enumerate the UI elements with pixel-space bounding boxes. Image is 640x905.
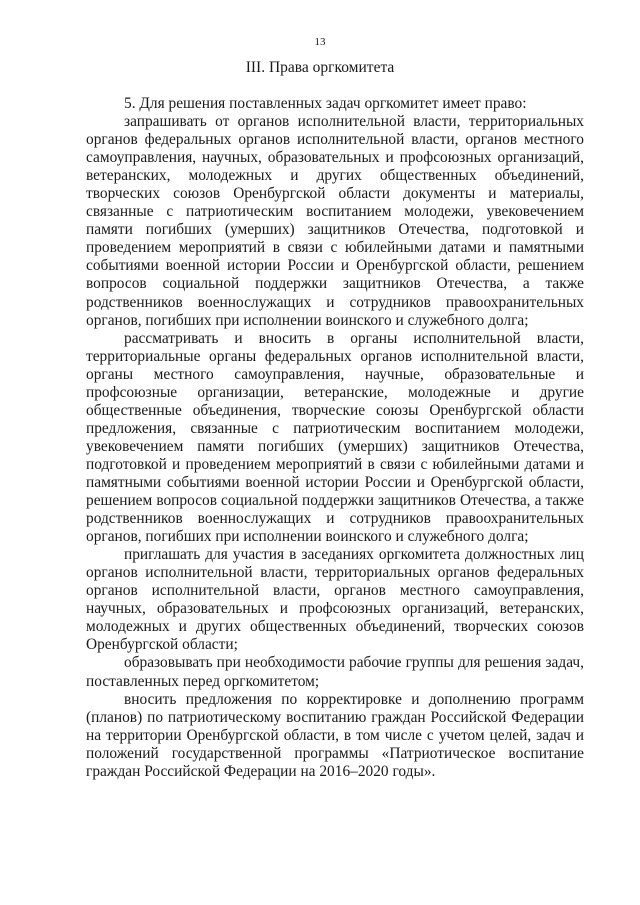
paragraph-program-amendments: вносить предложения по корректировке и дополнению программ (планов) по патриотическому воспитанию граждан Российской Федерации на территории Оренбургской области, в том числе с учетом целей, задач и положений государственной программы «Патриотическое воспитание граждан Российской Федерации на 2016–2020 годы». [86, 690, 584, 780]
paragraph-working-groups: образовывать при необходимости рабочие группы для решения задач, поставленных перед оргкомитетом; [86, 654, 584, 690]
paragraph-invite-officials: приглашать для участия в заседаниях оргкомитета должностных лиц органов исполнительной власти, территориальных органов федеральных органов исполнительной власти, органов местного самоуправления, научных, образовательных и профсоюзных организаций, ветеранских, молодежных и других общественных объединений, творческих союзов Оренбургской области; [86, 546, 584, 654]
document-body [86, 95, 584, 781]
paragraph-submit-proposals: рассматривать и вносить в органы исполнительной власти, территориальные органы федеральных органов исполнительной власти, органы местного самоуправления, научные, образовательные и профсоюзные организации, ветеранские, молодежные и другие общественные объединения, творческие союзы Оренбургской области предложения, связанные с патриотическим воспитанием молодежи, увековечением памяти погибших (умерших) защитников Отечества, подготовкой и проведением мероприятий в связи с юбилейными датами и памятными событиями военной истории России и Оренбургской области, решением вопросов социальной поддержки защитников Отечества, а также родственников военнослужащих и сотрудников правоохранительных органов, погибших при исполнении воинского и служебного долга; [86, 329, 584, 546]
page-number: 13 [314, 36, 326, 48]
section-title: III. Права оргкомитета [245, 59, 395, 76]
paragraph-request-documents: запрашивать от органов исполнительной власти, территориальных органов федеральных органов исполнительной власти, органов местного самоуправления, научных, образовательных и профсоюзных организаций, ветеранских, молодежных и других общественных объединений, творческих союзов Оренбургской области документы и материалы, связанные с патриотическим воспитанием молодежи, увековечением памяти погибших (умерших) защитников Отечества, подготовкой и проведением мероприятий в связи с юбилейными датами и памятными событиями военной истории России и Оренбургской области, решением вопросов социальной поддержки защитников Отечества, а также родственников военнослужащих и сотрудников правоохранительных органов, погибших при исполнении воинского и служебного долга; [86, 113, 584, 329]
paragraph-intro: 5. Для решения поставленных задач оргкомитет имеет право: [124, 95, 527, 112]
